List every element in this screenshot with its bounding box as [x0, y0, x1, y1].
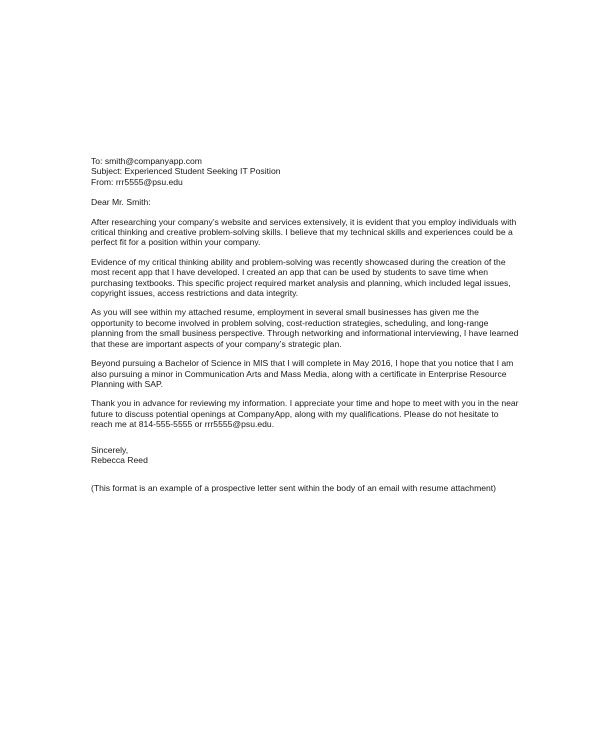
- subject-line: Subject: Experienced Student Seeking IT Position: [91, 166, 281, 177]
- to-line: To: smith@companyapp.com: [91, 156, 202, 166]
- paragraph-2: Evidence of my critical thinking ability and problem-solving was recently showcased during the creation of the most recent app that I have developed. I created an app that can be used by students to save time when purchasing textbooks. This specific project required market analysis and planning, which included legal issues, copyright issues, access restrictions and data integrity.: [91, 256, 511, 299]
- from-line: From: rrr5555@psu.edu: [91, 176, 183, 187]
- letter-body: [91, 156, 521, 494]
- email-header: [91, 156, 521, 187]
- closing: Sincerely,: [91, 444, 129, 455]
- signature-name: Rebecca Reed: [91, 454, 148, 465]
- format-note: (This format is an example of a prospective letter sent within the body of an email with resume attachment): [91, 483, 497, 494]
- paragraph-5: Thank you in advance for reviewing my information. I appreciate your time and hope to meet with you in the near future to discuss potential openings at CompanyApp, along with my qualifications. Please do not hesitate to reach me at 814-555-5555 or rrr5555@psu.edu.: [91, 398, 519, 430]
- paragraph-1: After researching your company’s website and services extensively, it is evident that you employ individuals with critical thinking and creative problem-solving skills. I believe that my technical skills and experiences could be a perfect fit for a position within your company.: [91, 216, 517, 248]
- paragraph-4: Beyond pursuing a Bachelor of Science in MIS that I will complete in May 2016, I hope that you notice that I am also pursuing a minor in Communication Arts and Mass Media, along with a certificate in Enterprise Resource Planning with SAP.: [91, 358, 514, 389]
- salutation: Dear Mr. Smith:: [91, 197, 151, 208]
- paragraph-3: As you will see within my attached resume, employment in several small businesses has given me the opportunity to become involved in problem solving, cost-reduction strategies, scheduling, and long-range planning from the small business perspective. Through networking and informational interviewing, I have learned that these are important aspects of your company’s strategic plan.: [91, 307, 519, 349]
